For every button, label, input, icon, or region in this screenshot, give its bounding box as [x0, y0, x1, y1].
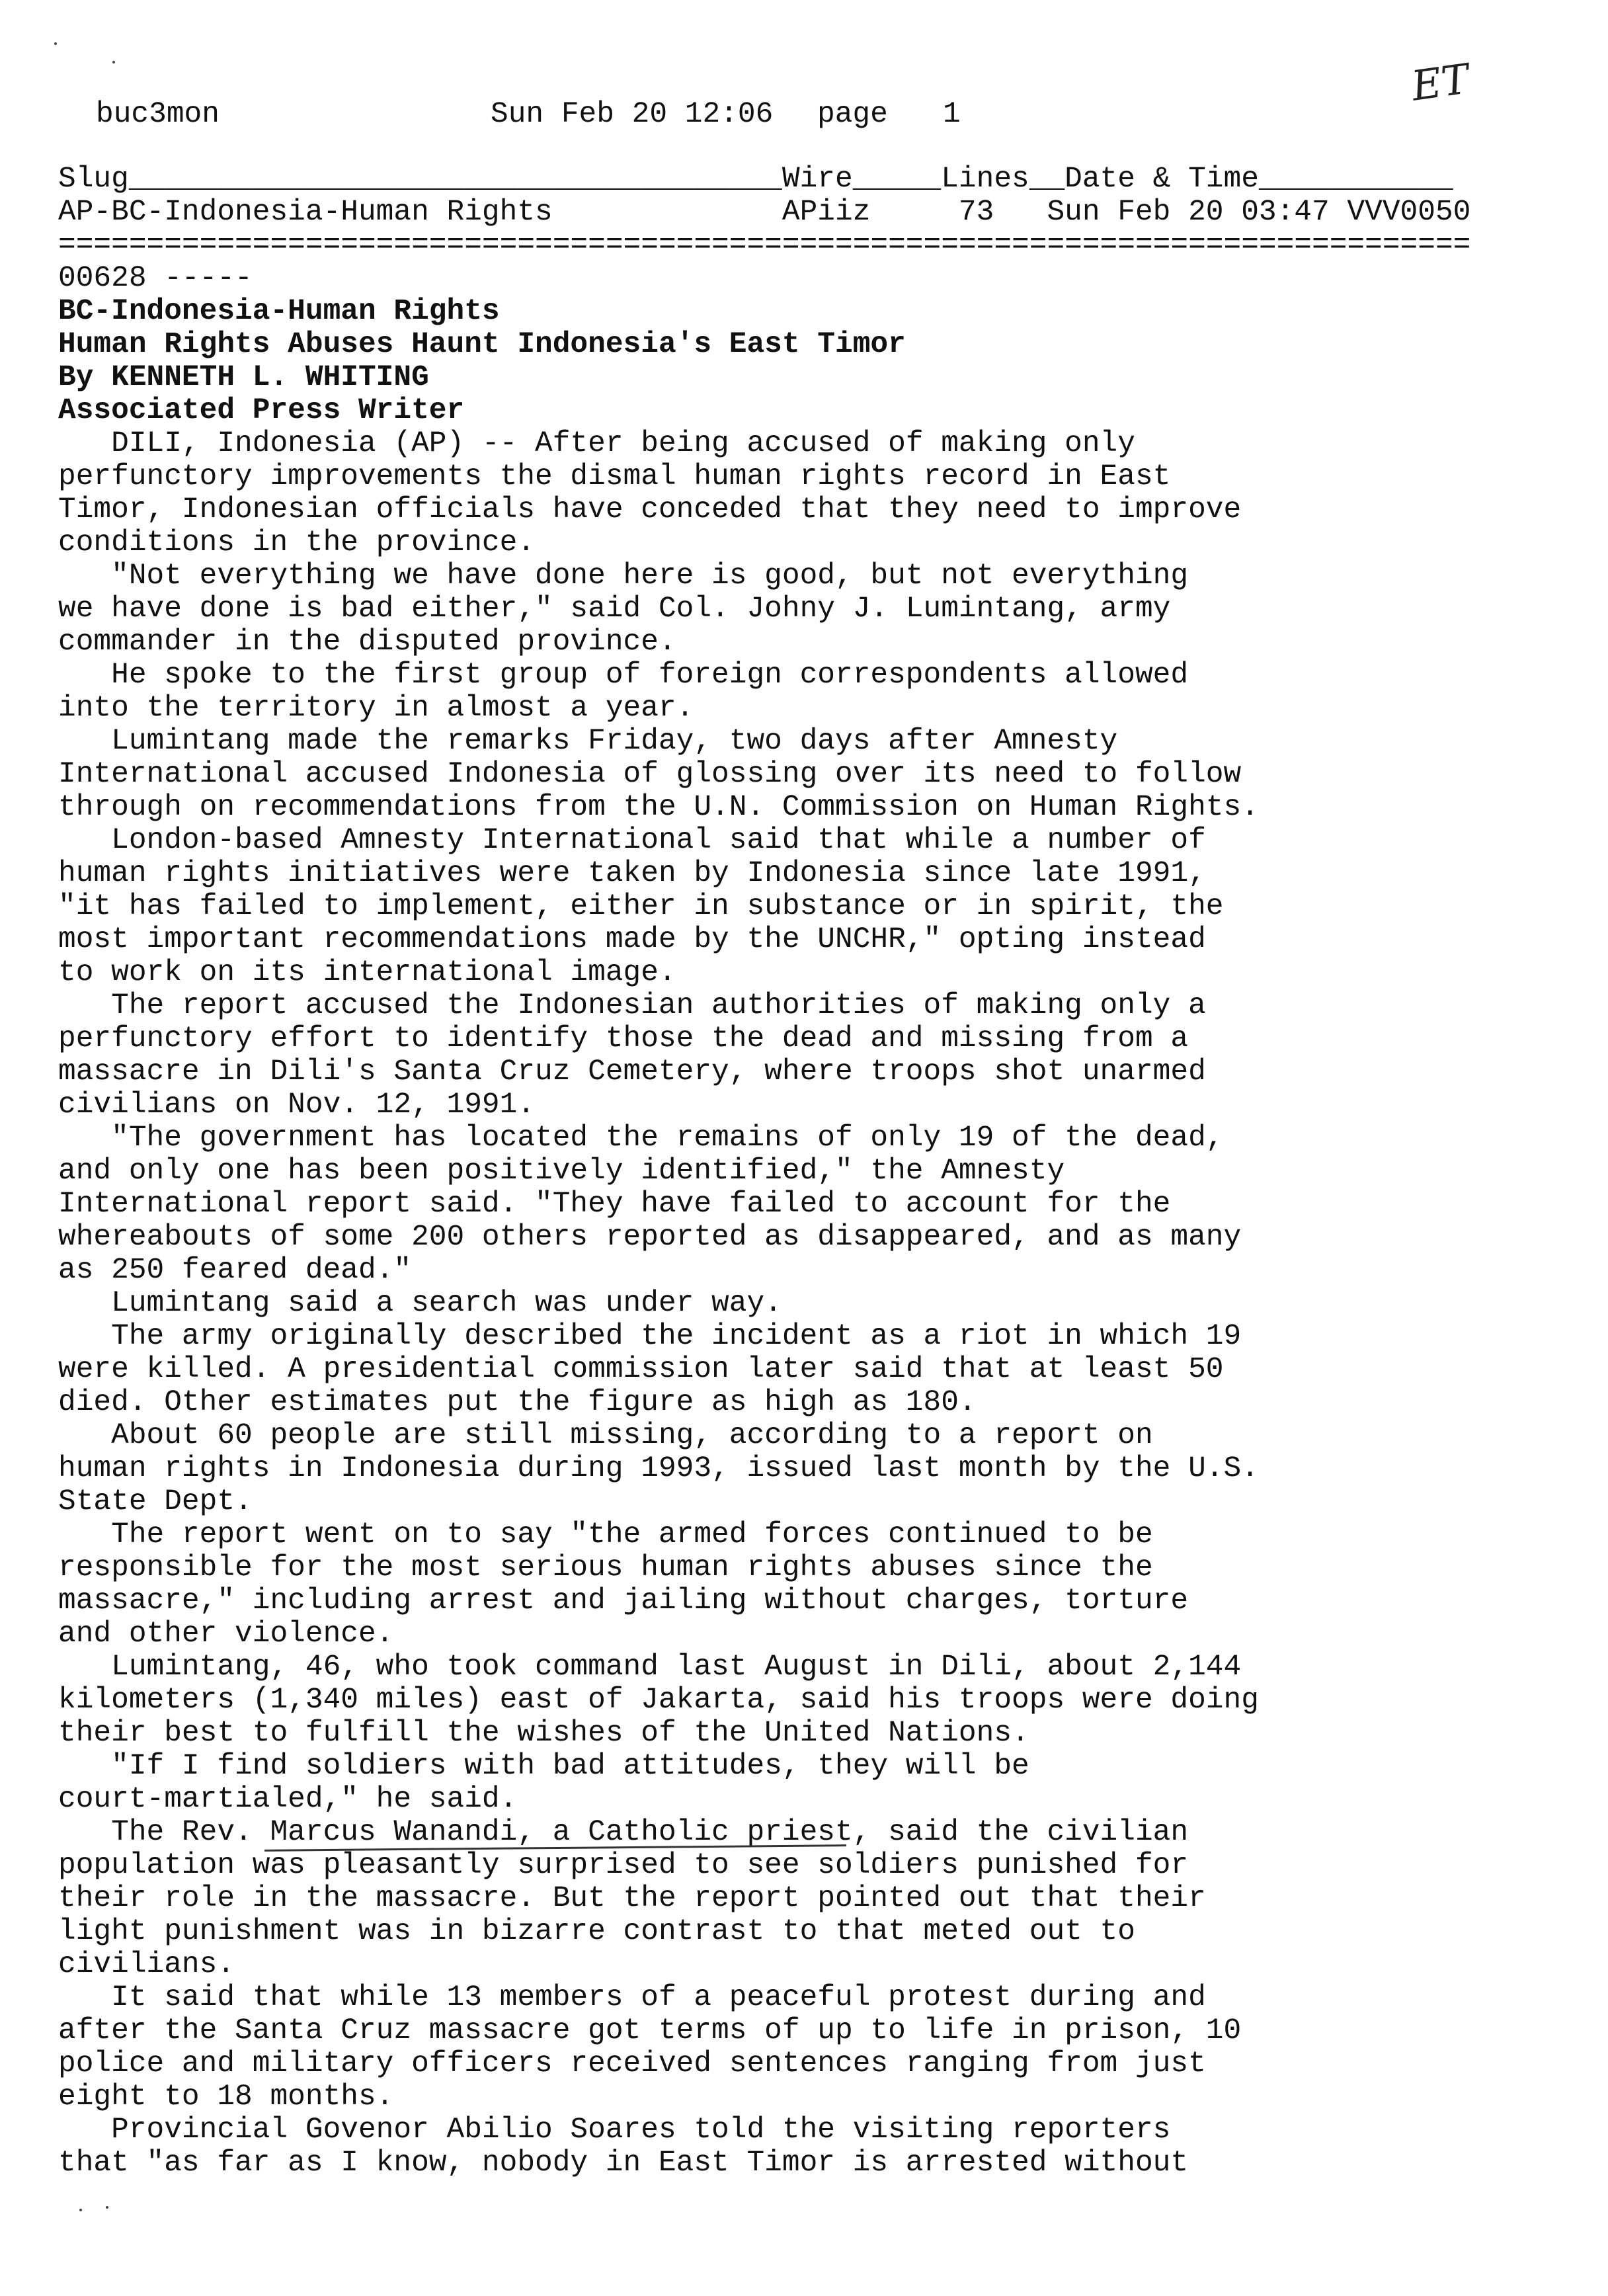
- body-line: light punishment was in bizarre contrast to that meted out to: [58, 1915, 1135, 1948]
- body-line: conditions in the province.: [58, 526, 536, 559]
- body-line: "it has failed to implement, either in substance or in spirit, the: [58, 890, 1224, 923]
- body-line: their best to fulfill the wishes of the United Nations.: [58, 1717, 1029, 1750]
- body-line: and only one has been positively identified," the Amnesty: [58, 1155, 1065, 1188]
- story-number: 00628 -----: [58, 262, 253, 295]
- body-line: DILI, Indonesia (AP) -- After being accused of making only: [58, 427, 1135, 460]
- body-line: population was pleasantly surprised to see soldiers punished for: [58, 1849, 1189, 1882]
- separator-line: ================================================================================: [58, 229, 1471, 262]
- scan-speck: [106, 2206, 108, 2209]
- body-line: responsible for the most serious human rights abuses since the: [58, 1551, 1153, 1584]
- body-line: after the Santa Cruz massacre got terms of up to life in prison, 10: [58, 2014, 1242, 2047]
- body-line: perfunctory effort to identify those the dead and missing from a: [58, 1022, 1189, 1055]
- body-line: into the territory in almost a year.: [58, 692, 694, 725]
- scan-speck: [112, 61, 115, 63]
- body-line: massacre in Dili's Santa Cruz Cemetery, where troops shot unarmed: [58, 1055, 1206, 1088]
- header-datetime: Sun Feb 20 12:06: [491, 98, 774, 131]
- slug-value-line: AP-BC-Indonesia-Human Rights APiiz 73 Sun Feb 20 03:47 VVV0050: [58, 196, 1471, 229]
- body-line: died. Other estimates put the figure as high as 180.: [58, 1386, 977, 1419]
- body-line: human rights initiatives were taken by Indonesia since late 1991,: [58, 857, 1206, 890]
- body-line: perfunctory improvements the dismal human rights record in East: [58, 460, 1171, 493]
- body-line: Provincial Govenor Abilio Soares told the visiting reporters: [58, 2113, 1171, 2147]
- page-label: page: [817, 98, 888, 131]
- body-line: whereabouts of some 200 others reported as disappeared, and as many: [58, 1221, 1242, 1254]
- body-line: Lumintang made the remarks Friday, two days after Amnesty: [58, 725, 1118, 758]
- body-line: State Dept.: [58, 1485, 253, 1518]
- story-byline: By KENNETH L. WHITING: [58, 361, 429, 394]
- body-line: civilians on Nov. 12, 1991.: [58, 1088, 536, 1122]
- body-line: most important recommendations made by the UNCHR," opting instead: [58, 923, 1206, 956]
- body-line: massacre," including arrest and jailing without charges, torture: [58, 1584, 1189, 1618]
- body-line: The Rev. Marcus Wanandi, a Catholic priest, said the civilian: [58, 1816, 1189, 1849]
- body-line: commander in the disputed province.: [58, 626, 676, 659]
- body-line: and other violence.: [58, 1618, 394, 1651]
- body-line: eight to 18 months.: [58, 2080, 394, 2113]
- page-number: 1: [943, 98, 961, 131]
- body-line: civilians.: [58, 1948, 235, 1981]
- body-line: through on recommendations from the U.N. Commission on Human Rights.: [58, 791, 1259, 824]
- body-line: The report went on to say "the armed forces continued to be: [58, 1518, 1153, 1551]
- body-line: we have done is bad either," said Col. Johny J. Lumintang, army: [58, 593, 1171, 626]
- body-line: "If I find soldiers with bad attitudes, they will be: [58, 1750, 1029, 1783]
- body-line: were killed. A presidential commission later said that at least 50: [58, 1353, 1224, 1386]
- body-line: The report accused the Indonesian authorities of making only a: [58, 989, 1206, 1022]
- body-line: Timor, Indonesian officials have conceded that they need to improve: [58, 493, 1242, 526]
- body-line: Lumintang, 46, who took command last August in Dili, about 2,144: [58, 1651, 1242, 1684]
- body-line: "Not everything we have done here is good, but not everything: [58, 559, 1189, 593]
- body-line: their role in the massacre. But the report pointed out that their: [58, 1882, 1206, 1915]
- story-credit: Associated Press Writer: [58, 394, 465, 427]
- body-line: to work on its international image.: [58, 956, 676, 989]
- body-line: London-based Amnesty International said that while a number of: [58, 824, 1206, 857]
- slug-header-line: Slug_____________________________________Wire_____Lines__Date & Time___________: [58, 163, 1453, 196]
- scan-speck: [54, 42, 57, 45]
- body-line: About 60 people are still missing, according to a report on: [58, 1419, 1153, 1452]
- body-line: police and military officers received sentences ranging from just: [58, 2047, 1206, 2080]
- body-line: International report said. "They have failed to account for the: [58, 1188, 1171, 1221]
- body-line: that "as far as I know, nobody in East Timor is arrested without: [58, 2147, 1189, 2180]
- body-line: Lumintang said a search was under way.: [58, 1287, 782, 1320]
- handwritten-mark: ET: [1408, 54, 1472, 110]
- body-line: court-martialed," he said.: [58, 1783, 518, 1816]
- queue-name: buc3mon: [96, 98, 220, 131]
- story-slug: BC-Indonesia-Human Rights: [58, 295, 500, 328]
- body-line: He spoke to the first group of foreign correspondents allowed: [58, 659, 1189, 692]
- body-line: human rights in Indonesia during 1993, issued last month by the U.S.: [58, 1452, 1259, 1485]
- body-line: as 250 feared dead.": [58, 1254, 412, 1287]
- body-line: "The government has located the remains of only 19 of the dead,: [58, 1122, 1224, 1155]
- body-line: The army originally described the incident as a riot in which 19: [58, 1320, 1242, 1353]
- body-line: It said that while 13 members of a peaceful protest during and: [58, 1981, 1206, 2014]
- scan-speck: [79, 2209, 82, 2211]
- body-line: International accused Indonesia of glossing over its need to follow: [58, 758, 1242, 791]
- story-headline: Human Rights Abuses Haunt Indonesia's East Timor: [58, 328, 906, 361]
- body-line: kilometers (1,340 miles) east of Jakarta, said his troops were doing: [58, 1684, 1259, 1717]
